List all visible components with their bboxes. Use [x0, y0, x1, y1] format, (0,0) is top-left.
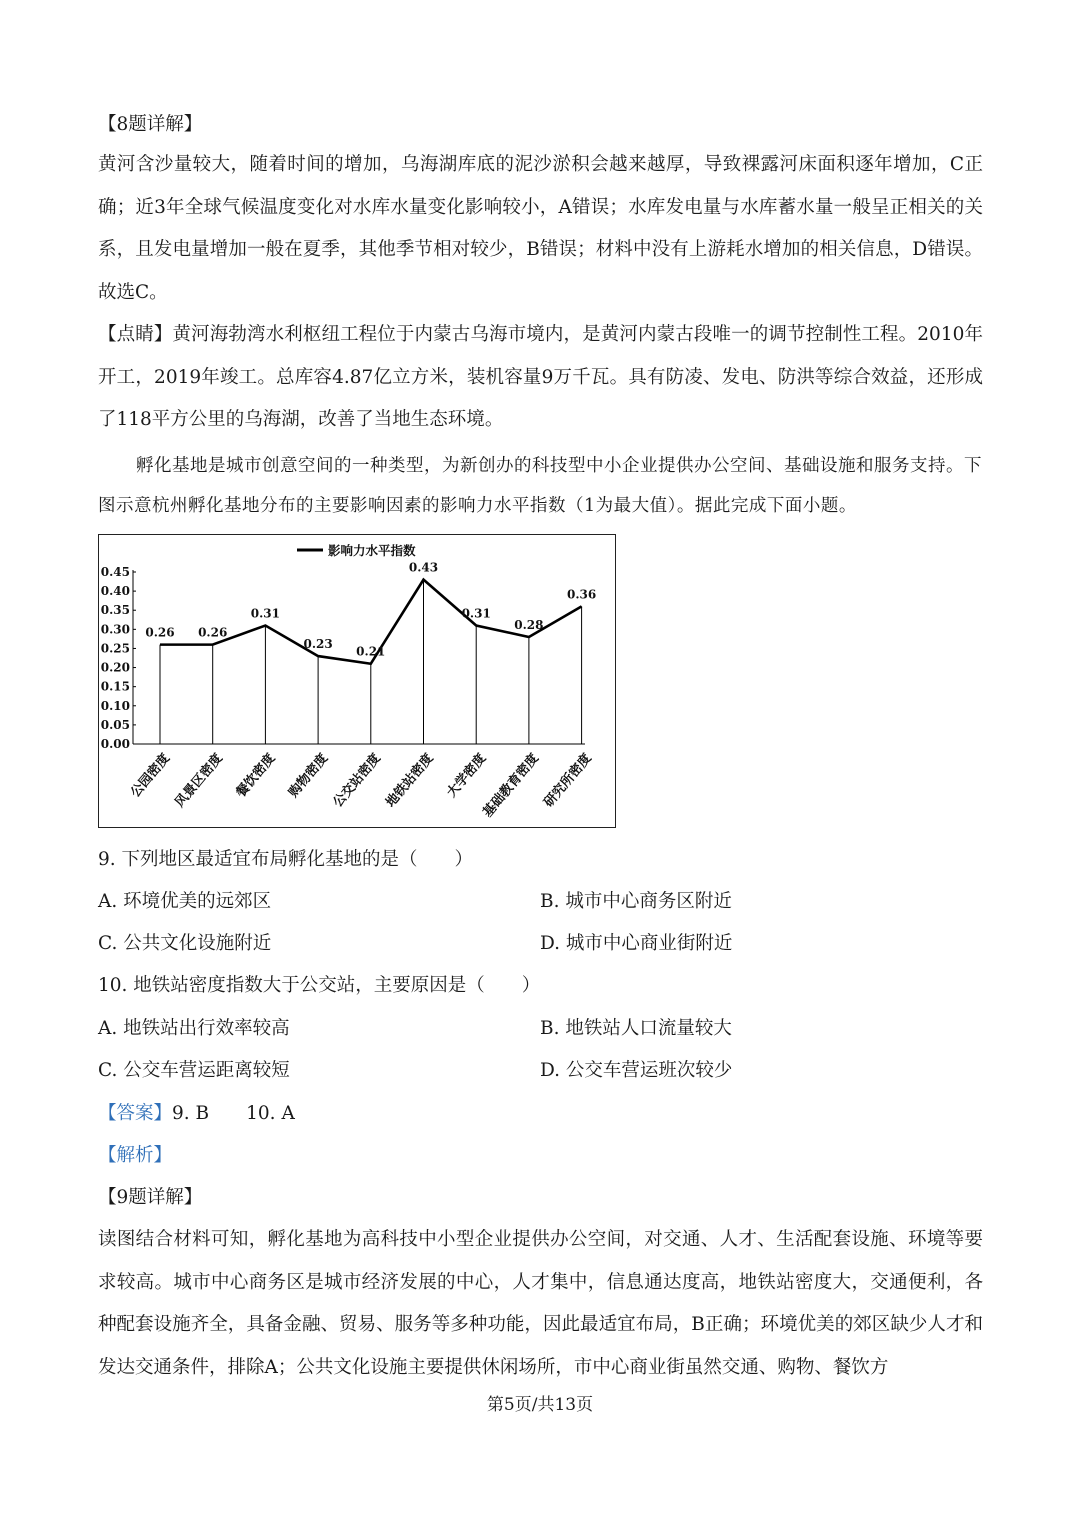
line-chart-svg	[99, 535, 614, 826]
q10-stem: 10. 地铁站密度指数大于公交站，主要原因是（ ）	[98, 975, 541, 996]
q8-detail-body: 黄河含沙量较大，随着时间的增加，乌海湖库底的泥沙淤积会越来越厚，导致裸露河床面积逐年增加，C正确；近3年全球气候温度变化对水库水量变化影响较小，A错误；水库发电量与水库蓄水量一般呈正相关的关系，且发电量增加一般在夏季，其他季节相对较少，B错误；材料中没有上游耗水增加的相关信息，D错误。故选C。	[98, 154, 983, 303]
q9-detail-header: 【9题详解】	[98, 1187, 203, 1208]
page-footer: 第5页/共13页	[486, 1395, 594, 1415]
y-tick-label: 0.30	[100, 622, 130, 637]
q9-detail-body: 读图结合材料可知，孵化基地为高科技中小型企业提供办公空间，对交通、人才、生活配套设施、环境等要求较高。城市中心商务区是城市经济发展的中心，人才集中，信息通达度高，地铁站密度大，交通便利，各种配套设施齐全，具备金融、贸易、服务等多种功能，因此最适宜布局，B正确；环境优美的郊区缺少人才和发达交通条件，排除A；公共文化设施主要提供休闲场所，市中心商业街虽然交通、购物、餐饮方	[98, 1229, 983, 1378]
x-tick-label: 研究所密度	[541, 750, 595, 811]
data-label: 0.31	[461, 606, 491, 621]
q10-option-d: D. 公交车营运班次较少	[540, 1060, 733, 1081]
y-tick-label: 0.45	[100, 565, 130, 579]
data-label: 0.28	[514, 617, 544, 632]
data-label: 0.26	[145, 625, 175, 640]
x-tick-label: 购物密度	[286, 750, 332, 801]
data-label: 0.43	[408, 560, 439, 575]
q9-option-a: A. 环境优美的远郊区	[98, 891, 272, 912]
x-tick-label: 大学密度	[444, 750, 490, 801]
line-chart	[98, 534, 616, 828]
answer-text: 9. B 10. A	[172, 1103, 295, 1124]
analysis-label: 【解析】	[98, 1145, 173, 1166]
x-tick-label: 基础教育密度	[480, 750, 542, 821]
y-tick-label: 0.10	[100, 698, 130, 713]
q8-detail-header: 【8题详解】	[98, 114, 203, 135]
x-tick-label: 公园密度	[128, 750, 174, 801]
x-tick-label: 公交站密度	[330, 750, 384, 811]
q9-stem: 9. 下列地区最适宜布局孵化基地的是（ ）	[98, 849, 474, 870]
y-tick-label: 0.25	[100, 641, 130, 656]
q9-option-c: C. 公共文化设施附近	[98, 933, 272, 954]
q10-option-a: A. 地铁站出行效率较高	[98, 1018, 290, 1039]
x-tick-label: 风景区密度	[172, 750, 226, 811]
y-tick-label: 0.00	[100, 737, 130, 751]
data-label: 0.31	[250, 606, 281, 621]
q8-tip: 【点睛】黄河海勃湾水利枢纽工程位于内蒙古乌海市境内，是黄河内蒙古段唯一的调节控制性工程。2010年开工，2019年竣工。总库容4.87亿立方米，装机容量9万千瓦。具有防凌、发电、防洪等综合效益，还形成了118平方公里的乌海湖，改善了当地生态环境。	[98, 324, 983, 430]
data-label: 0.36	[566, 587, 597, 602]
y-tick-label: 0.15	[100, 679, 130, 694]
answer-label: 【答案】	[98, 1103, 173, 1124]
q10-option-c: C. 公交车营运距离较短	[98, 1060, 290, 1081]
y-tick-label: 0.20	[100, 660, 130, 675]
q9-option-b: B. 城市中心商务区附近	[540, 891, 732, 912]
q10-option-b: B. 地铁站人口流量较大	[540, 1018, 732, 1039]
q9-option-d: D. 城市中心商业街附近	[540, 933, 733, 954]
x-tick-label: 餐饮密度	[233, 750, 279, 801]
answer-line	[98, 1099, 983, 1129]
y-tick-label: 0.05	[100, 717, 130, 732]
x-tick-label: 地铁站密度	[383, 750, 437, 811]
intro-paragraph: 孵化基地是城市创意空间的一种类型，为新创办的科技型中小企业提供办公空间、基础设施和服务支持。下图示意杭州孵化基地分布的主要影响因素的影响力水平指数（1为最大值）。据此完成下面小题。	[98, 456, 982, 516]
y-tick-label: 0.35	[100, 603, 130, 618]
legend-label: 影响力水平指数	[328, 543, 416, 558]
data-label: 0.21	[356, 644, 386, 659]
y-tick-label: 0.40	[100, 584, 130, 599]
data-label: 0.26	[198, 625, 228, 640]
data-label: 0.23	[303, 637, 333, 652]
